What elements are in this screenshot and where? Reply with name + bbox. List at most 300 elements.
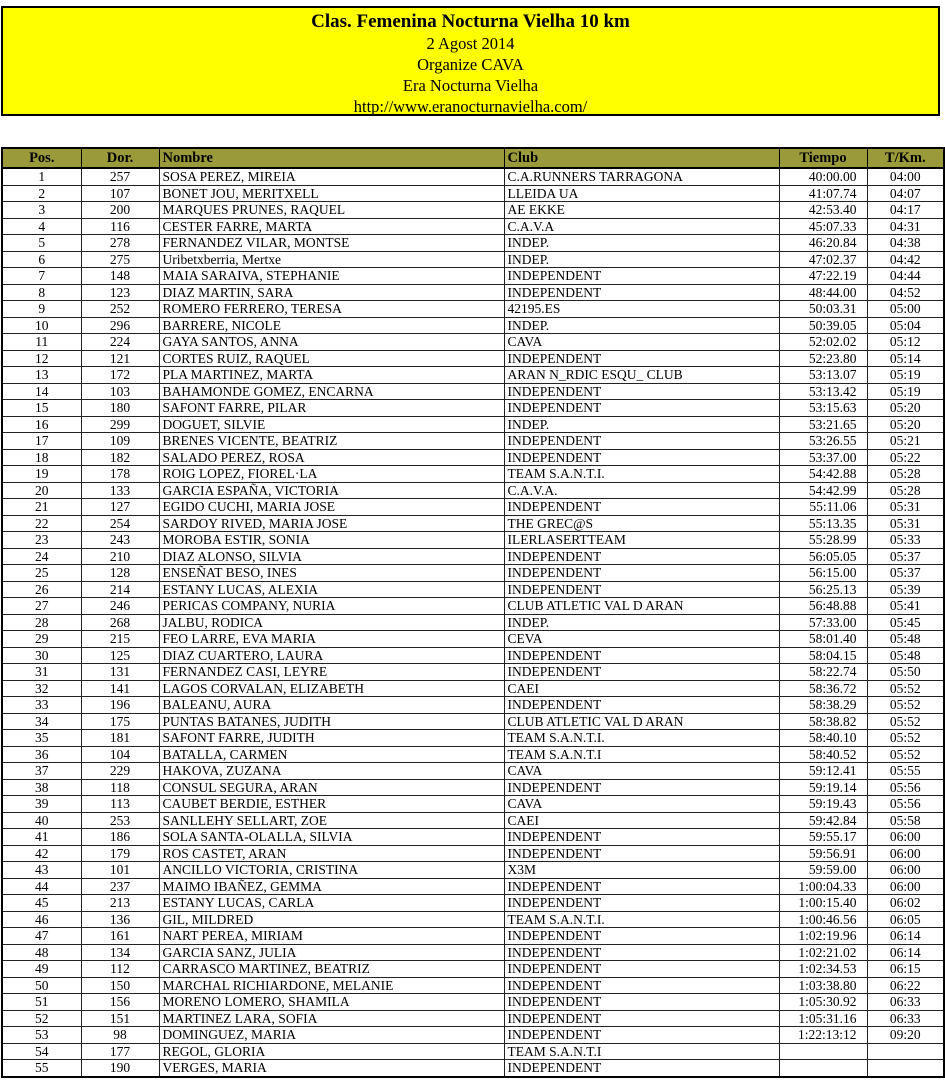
cell-name: ANCILLO VICTORIA, CRISTINA	[159, 862, 504, 879]
cell-position: 49	[2, 961, 81, 978]
cell-pace: 04:42	[867, 251, 944, 268]
cell-name: DIAZ MARTIN, SARA	[159, 284, 504, 301]
cell-dorsal: 178	[81, 466, 159, 483]
event-name: Era Nocturna Vielha	[402, 76, 539, 95]
table-row	[2, 796, 944, 813]
cell-club: INDEPENDENT	[504, 400, 779, 417]
cell-pace: 05:22	[867, 449, 944, 466]
table-row	[2, 598, 944, 615]
cell-club: INDEPENDENT	[504, 383, 779, 400]
table-header-row	[2, 148, 944, 168]
cell-time: 52:02.02	[779, 334, 867, 351]
cell-time: 47:22.19	[779, 268, 867, 285]
table-row	[2, 433, 944, 450]
table-row	[2, 977, 944, 994]
table-row	[2, 268, 944, 285]
cell-position: 18	[2, 449, 81, 466]
cell-dorsal: 136	[81, 911, 159, 928]
cell-dorsal: 186	[81, 829, 159, 846]
cell-club: INDEPENDENT	[504, 548, 779, 565]
cell-time: 47:02.37	[779, 251, 867, 268]
cell-name: LAGOS CORVALAN, ELIZABETH	[159, 680, 504, 697]
table-row	[2, 235, 944, 252]
cell-name: SALADO PEREZ, ROSA	[159, 449, 504, 466]
cell-time: 40:00.00	[779, 168, 867, 185]
cell-dorsal: 213	[81, 895, 159, 912]
cell-position: 52	[2, 1010, 81, 1027]
cell-club: CLUB ATLETIC VAL D ARAN	[504, 598, 779, 615]
cell-name: GAYA SANTOS, ANNA	[159, 334, 504, 351]
cell-position: 38	[2, 779, 81, 796]
cell-position: 55	[2, 1060, 81, 1077]
cell-name: FERNANDEZ CASI, LEYRE	[159, 664, 504, 681]
event-url[interactable]: http://www.eranocturnavielha.com/	[353, 97, 588, 116]
cell-pace: 05:52	[867, 713, 944, 730]
cell-dorsal: 156	[81, 994, 159, 1011]
cell-dorsal: 107	[81, 185, 159, 202]
cell-dorsal: 112	[81, 961, 159, 978]
cell-club: C.A.V.A	[504, 218, 779, 235]
cell-dorsal: 101	[81, 862, 159, 879]
table-row	[2, 1043, 944, 1060]
cell-pace: 05:56	[867, 779, 944, 796]
cell-time: 52:23.80	[779, 350, 867, 367]
cell-name: ENSEÑAT BESO, INES	[159, 565, 504, 582]
cell-time: 53:15.63	[779, 400, 867, 417]
cell-pace: 05:31	[867, 515, 944, 532]
cell-name: MARTINEZ LARA, SOFIA	[159, 1010, 504, 1027]
cell-name: BALEANU, AURA	[159, 697, 504, 714]
cell-pace: 05:56	[867, 796, 944, 813]
cell-club: INDEP.	[504, 416, 779, 433]
cell-name: SOLA SANTA-OLALLA, SILVIA	[159, 829, 504, 846]
cell-dorsal: 253	[81, 812, 159, 829]
cell-dorsal: 182	[81, 449, 159, 466]
cell-time: 55:28.99	[779, 532, 867, 549]
cell-name: ESTANY LUCAS, ALEXIA	[159, 581, 504, 598]
cell-pace: 04:38	[867, 235, 944, 252]
cell-name: CORTES RUIZ, RAQUEL	[159, 350, 504, 367]
cell-time	[779, 1060, 867, 1077]
cell-club: INDEPENDENT	[504, 994, 779, 1011]
cell-name: MAIA SARAIVA, STEPHANIE	[159, 268, 504, 285]
cell-time: 56:48.88	[779, 598, 867, 615]
cell-time: 1:02:21.02	[779, 944, 867, 961]
column-header-club: Club	[504, 148, 779, 168]
cell-name: Uribetxberria, Mertxe	[159, 251, 504, 268]
cell-time: 1:05:30.92	[779, 994, 867, 1011]
table-row	[2, 631, 944, 648]
cell-position: 11	[2, 334, 81, 351]
cell-name: REGOL, GLORIA	[159, 1043, 504, 1060]
cell-pace: 05:37	[867, 548, 944, 565]
cell-pace: 05:33	[867, 532, 944, 549]
table-row	[2, 185, 944, 202]
table-row	[2, 1027, 944, 1044]
cell-club: INDEPENDENT	[504, 961, 779, 978]
cell-club: INDEPENDENT	[504, 1060, 779, 1077]
cell-name: FERNANDEZ VILAR, MONTSE	[159, 235, 504, 252]
table-row	[2, 284, 944, 301]
table-row	[2, 482, 944, 499]
cell-position: 25	[2, 565, 81, 582]
cell-pace	[867, 1060, 944, 1077]
cell-pace: 06:33	[867, 994, 944, 1011]
cell-position: 4	[2, 218, 81, 235]
cell-position: 15	[2, 400, 81, 417]
cell-dorsal: 254	[81, 515, 159, 532]
cell-club: INDEPENDENT	[504, 697, 779, 714]
cell-position: 6	[2, 251, 81, 268]
table-row	[2, 367, 944, 384]
cell-pace: 04:07	[867, 185, 944, 202]
table-row	[2, 779, 944, 796]
cell-time: 50:39.05	[779, 317, 867, 334]
cell-pace: 04:44	[867, 268, 944, 285]
cell-name: JALBU, RODICA	[159, 614, 504, 631]
cell-name: DOGUET, SILVIE	[159, 416, 504, 433]
table-row	[2, 334, 944, 351]
cell-pace: 09:20	[867, 1027, 944, 1044]
cell-position: 21	[2, 499, 81, 516]
table-row	[2, 383, 944, 400]
cell-time: 58:01.40	[779, 631, 867, 648]
cell-position: 13	[2, 367, 81, 384]
table-row	[2, 647, 944, 664]
cell-name: BATALLA, CARMEN	[159, 746, 504, 763]
cell-dorsal: 200	[81, 202, 159, 219]
cell-pace: 05:45	[867, 614, 944, 631]
cell-pace: 06:22	[867, 977, 944, 994]
table-row	[2, 895, 944, 912]
cell-position: 54	[2, 1043, 81, 1060]
cell-dorsal: 151	[81, 1010, 159, 1027]
cell-time: 48:44.00	[779, 284, 867, 301]
cell-name: SOSA PEREZ, MIREIA	[159, 168, 504, 185]
cell-name: ROIG LOPEZ, FIOREL·LA	[159, 466, 504, 483]
table-row	[2, 961, 944, 978]
cell-club: INDEPENDENT	[504, 449, 779, 466]
cell-club: INDEP.	[504, 235, 779, 252]
cell-dorsal: 275	[81, 251, 159, 268]
cell-dorsal: 181	[81, 730, 159, 747]
cell-name: SAFONT FARRE, JUDITH	[159, 730, 504, 747]
table-row	[2, 581, 944, 598]
cell-club: CAVA	[504, 334, 779, 351]
cell-position: 51	[2, 994, 81, 1011]
cell-pace: 05:52	[867, 697, 944, 714]
cell-club: 42195.ES	[504, 301, 779, 318]
cell-time: 56:15.00	[779, 565, 867, 582]
cell-dorsal: 150	[81, 977, 159, 994]
cell-club: TEAM S.A.N.T.I.	[504, 730, 779, 747]
cell-dorsal: 177	[81, 1043, 159, 1060]
cell-position: 39	[2, 796, 81, 813]
cell-dorsal: 214	[81, 581, 159, 598]
cell-time: 55:13.35	[779, 515, 867, 532]
cell-club: ARAN N_RDIC ESQU_ CLUB	[504, 367, 779, 384]
cell-position: 42	[2, 845, 81, 862]
cell-name: VERGES, MARIA	[159, 1060, 504, 1077]
cell-dorsal: 210	[81, 548, 159, 565]
cell-pace: 04:00	[867, 168, 944, 185]
cell-club: CAEI	[504, 680, 779, 697]
cell-dorsal: 257	[81, 168, 159, 185]
cell-club: INDEPENDENT	[504, 977, 779, 994]
cell-time	[779, 1043, 867, 1060]
cell-position: 14	[2, 383, 81, 400]
cell-name: EGIDO CUCHI, MARIA JOSE	[159, 499, 504, 516]
cell-club: CEVA	[504, 631, 779, 648]
cell-time: 1:05:31.16	[779, 1010, 867, 1027]
cell-position: 20	[2, 482, 81, 499]
table-row	[2, 466, 944, 483]
cell-time: 57:33.00	[779, 614, 867, 631]
cell-club: INDEPENDENT	[504, 581, 779, 598]
cell-dorsal: 179	[81, 845, 159, 862]
cell-time: 53:26.55	[779, 433, 867, 450]
cell-position: 2	[2, 185, 81, 202]
cell-position: 48	[2, 944, 81, 961]
cell-name: MARQUES PRUNES, RAQUEL	[159, 202, 504, 219]
table-row	[2, 614, 944, 631]
cell-time: 1:03:38.80	[779, 977, 867, 994]
cell-pace: 06:00	[867, 878, 944, 895]
cell-dorsal: 161	[81, 928, 159, 945]
cell-dorsal: 128	[81, 565, 159, 582]
cell-position: 45	[2, 895, 81, 912]
cell-dorsal: 113	[81, 796, 159, 813]
cell-position: 8	[2, 284, 81, 301]
cell-club: INDEPENDENT	[504, 944, 779, 961]
cell-position: 30	[2, 647, 81, 664]
cell-pace: 05:52	[867, 730, 944, 747]
cell-pace: 05:48	[867, 631, 944, 648]
cell-club: TEAM S.A.N.T.I.	[504, 911, 779, 928]
cell-time: 1:02:34.53	[779, 961, 867, 978]
cell-name: DIAZ ALONSO, SILVIA	[159, 548, 504, 565]
cell-position: 33	[2, 697, 81, 714]
table-row	[2, 911, 944, 928]
cell-club: INDEPENDENT	[504, 433, 779, 450]
cell-pace: 06:00	[867, 829, 944, 846]
cell-dorsal: 196	[81, 697, 159, 714]
cell-club: INDEPENDENT	[504, 845, 779, 862]
cell-dorsal: 148	[81, 268, 159, 285]
cell-time: 59:59.00	[779, 862, 867, 879]
cell-position: 7	[2, 268, 81, 285]
cell-name: ROMERO FERRERO, TERESA	[159, 301, 504, 318]
cell-time: 54:42.99	[779, 482, 867, 499]
cell-name: SARDOY RIVED, MARIA JOSE	[159, 515, 504, 532]
cell-pace: 05:52	[867, 680, 944, 697]
cell-position: 10	[2, 317, 81, 334]
cell-club: TEAM S.A.N.T.I	[504, 746, 779, 763]
cell-position: 23	[2, 532, 81, 549]
table-row	[2, 350, 944, 367]
cell-position: 12	[2, 350, 81, 367]
cell-name: CESTER FARRE, MARTA	[159, 218, 504, 235]
cell-name: ESTANY LUCAS, CARLA	[159, 895, 504, 912]
cell-position: 41	[2, 829, 81, 846]
cell-time: 59:12.41	[779, 763, 867, 780]
table-row	[2, 697, 944, 714]
cell-club: INDEPENDENT	[504, 350, 779, 367]
column-header-time: Tiempo	[779, 148, 867, 168]
cell-time: 1:02:19.96	[779, 928, 867, 945]
table-row	[2, 565, 944, 582]
cell-club: CAEI	[504, 812, 779, 829]
cell-name: GARCIA ESPAÑA, VICTORIA	[159, 482, 504, 499]
cell-club: INDEPENDENT	[504, 499, 779, 516]
cell-pace: 05:19	[867, 367, 944, 384]
cell-dorsal: 215	[81, 631, 159, 648]
title-banner	[1, 6, 940, 116]
cell-time: 58:40.52	[779, 746, 867, 763]
table-row	[2, 845, 944, 862]
cell-name: BARRERE, NICOLE	[159, 317, 504, 334]
cell-position: 16	[2, 416, 81, 433]
cell-position: 37	[2, 763, 81, 780]
cell-time: 55:11.06	[779, 499, 867, 516]
cell-dorsal: 172	[81, 367, 159, 384]
results-body	[2, 168, 944, 1077]
table-row	[2, 202, 944, 219]
column-header-dorsal: Dor.	[81, 148, 159, 168]
table-row	[2, 680, 944, 697]
cell-pace: 05:19	[867, 383, 944, 400]
cell-time: 42:53.40	[779, 202, 867, 219]
table-row	[2, 548, 944, 565]
cell-position: 40	[2, 812, 81, 829]
cell-name: MOROBA ESTIR, SONIA	[159, 532, 504, 549]
cell-dorsal: 299	[81, 416, 159, 433]
cell-name: GARCIA SANZ, JULIA	[159, 944, 504, 961]
cell-name: DOMINGUEZ, MARIA	[159, 1027, 504, 1044]
cell-time: 56:25.13	[779, 581, 867, 598]
column-header-pos: Pos.	[2, 148, 81, 168]
cell-dorsal: 98	[81, 1027, 159, 1044]
cell-club: TEAM S.A.N.T.I	[504, 1043, 779, 1060]
cell-time: 54:42.88	[779, 466, 867, 483]
cell-club: TEAM S.A.N.T.I.	[504, 466, 779, 483]
cell-pace: 06:14	[867, 928, 944, 945]
cell-pace: 04:17	[867, 202, 944, 219]
cell-pace: 05:28	[867, 482, 944, 499]
table-row	[2, 317, 944, 334]
table-row	[2, 1060, 944, 1077]
table-row	[2, 812, 944, 829]
cell-pace	[867, 1043, 944, 1060]
cell-pace: 05:28	[867, 466, 944, 483]
cell-club: INDEP.	[504, 251, 779, 268]
cell-club: INDEPENDENT	[504, 664, 779, 681]
cell-position: 29	[2, 631, 81, 648]
table-row	[2, 878, 944, 895]
cell-club: INDEPENDENT	[504, 878, 779, 895]
cell-pace: 06:14	[867, 944, 944, 961]
cell-position: 53	[2, 1027, 81, 1044]
cell-position: 43	[2, 862, 81, 879]
cell-position: 17	[2, 433, 81, 450]
cell-pace: 05:14	[867, 350, 944, 367]
table-row	[2, 1010, 944, 1027]
cell-time: 59:42.84	[779, 812, 867, 829]
cell-time: 53:13.07	[779, 367, 867, 384]
cell-dorsal: 237	[81, 878, 159, 895]
cell-club: THE GREC@S	[504, 515, 779, 532]
cell-dorsal: 278	[81, 235, 159, 252]
cell-name: SAFONT FARRE, PILAR	[159, 400, 504, 417]
table-row	[2, 218, 944, 235]
cell-club: ILERLASERTTEAM	[504, 532, 779, 549]
table-row	[2, 944, 944, 961]
results-table	[1, 147, 945, 1078]
cell-time: 53:13.42	[779, 383, 867, 400]
cell-time: 1:00:46.56	[779, 911, 867, 928]
cell-dorsal: 175	[81, 713, 159, 730]
cell-dorsal: 229	[81, 763, 159, 780]
cell-time: 50:03.31	[779, 301, 867, 318]
cell-position: 36	[2, 746, 81, 763]
cell-position: 1	[2, 168, 81, 185]
race-date: 2 Agost 2014	[426, 34, 515, 53]
cell-time: 45:07.33	[779, 218, 867, 235]
table-row	[2, 928, 944, 945]
cell-name: ROS CASTET, ARAN	[159, 845, 504, 862]
cell-club: LLEIDA UA	[504, 185, 779, 202]
cell-name: BRENES VICENTE, BEATRIZ	[159, 433, 504, 450]
cell-position: 32	[2, 680, 81, 697]
cell-pace: 05:39	[867, 581, 944, 598]
table-row	[2, 829, 944, 846]
cell-name: PUNTAS BATANES, JUDITH	[159, 713, 504, 730]
cell-club: INDEPENDENT	[504, 1010, 779, 1027]
cell-club: C.A.V.A.	[504, 482, 779, 499]
table-row	[2, 862, 944, 879]
table-row	[2, 994, 944, 1011]
table-row	[2, 301, 944, 318]
table-row	[2, 416, 944, 433]
cell-dorsal: 116	[81, 218, 159, 235]
cell-dorsal: 131	[81, 664, 159, 681]
cell-position: 28	[2, 614, 81, 631]
cell-time: 1:00:04.33	[779, 878, 867, 895]
cell-time: 53:21.65	[779, 416, 867, 433]
cell-dorsal: 125	[81, 647, 159, 664]
cell-club: AE EKKE	[504, 202, 779, 219]
cell-position: 5	[2, 235, 81, 252]
cell-dorsal: 268	[81, 614, 159, 631]
cell-dorsal: 246	[81, 598, 159, 615]
cell-dorsal: 103	[81, 383, 159, 400]
cell-time: 46:20.84	[779, 235, 867, 252]
cell-time: 41:07.74	[779, 185, 867, 202]
cell-club: INDEP.	[504, 614, 779, 631]
cell-dorsal: 243	[81, 532, 159, 549]
cell-club: INDEPENDENT	[504, 268, 779, 285]
cell-pace: 05:41	[867, 598, 944, 615]
cell-position: 3	[2, 202, 81, 219]
cell-time: 58:04.15	[779, 647, 867, 664]
cell-time: 59:19.43	[779, 796, 867, 813]
cell-name: GIL, MILDRED	[159, 911, 504, 928]
cell-pace: 06:15	[867, 961, 944, 978]
cell-club: INDEPENDENT	[504, 928, 779, 945]
cell-club: INDEPENDENT	[504, 1027, 779, 1044]
cell-name: PERICAS COMPANY, NURIA	[159, 598, 504, 615]
cell-time: 59:55.17	[779, 829, 867, 846]
